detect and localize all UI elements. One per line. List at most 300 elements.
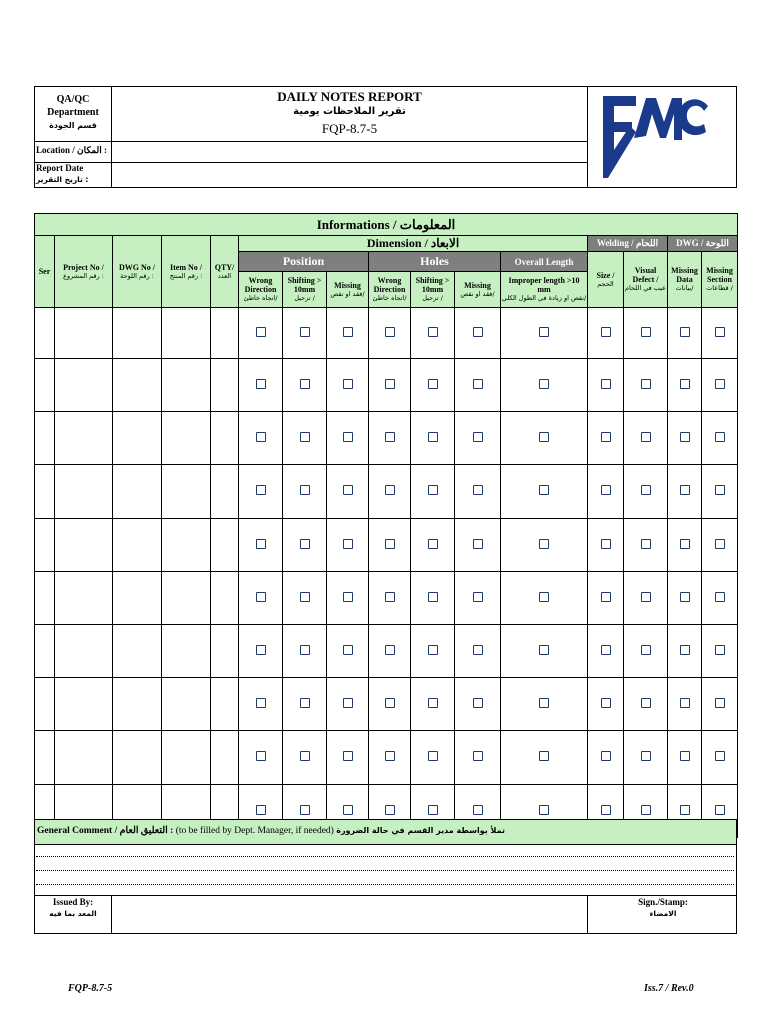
- cell-holes-wrong: [369, 624, 411, 677]
- cell-pos-wrong: [239, 624, 283, 677]
- cell-holes-shift: [411, 678, 455, 731]
- cell-dwg-no[interactable]: [113, 518, 162, 571]
- cell-improper-length: [501, 359, 588, 412]
- checkbox-missing-section[interactable]: [715, 751, 725, 761]
- cell-holes-missing: [455, 412, 501, 465]
- col-holes-shift: Shifting > 10mm ترحيل /: [411, 272, 455, 308]
- checkbox-improper-length[interactable]: [539, 379, 549, 389]
- checkbox-improper-length[interactable]: [539, 432, 549, 442]
- checkbox-improper-length[interactable]: [539, 327, 549, 337]
- inspection-table: [34, 213, 738, 838]
- checkbox-holes-missing[interactable]: [473, 539, 483, 549]
- checkbox-weld-size[interactable]: [601, 805, 611, 815]
- checkbox-pos-shift[interactable]: [300, 327, 310, 337]
- general-comment-label: General Comment / التعليق العام : (to be filled by Dept. Manager, if needed) تملأ بواسطة مدير القسم في حالة الضرورة: [37, 826, 505, 836]
- checkbox-weld-size[interactable]: [601, 698, 611, 708]
- col-weld-visual: Visual Defect / عيب في اللحام: [624, 252, 668, 308]
- cell-holes-missing: [455, 465, 501, 518]
- checkbox-missing-data[interactable]: [680, 645, 690, 655]
- department-label: QA/QC Department قسم الجودة: [47, 94, 99, 130]
- cell-holes-wrong: [369, 678, 411, 731]
- cell-missing-data: [668, 571, 702, 624]
- checkbox-weld-size[interactable]: [601, 539, 611, 549]
- table-row: [35, 308, 738, 359]
- comment-line-3: [36, 884, 734, 885]
- checkbox-pos-missing[interactable]: [343, 751, 353, 761]
- checkbox-weld-size[interactable]: [601, 592, 611, 602]
- checkbox-pos-wrong[interactable]: [256, 698, 266, 708]
- cell-holes-shift: [411, 731, 455, 784]
- cell-project-no[interactable]: [55, 731, 113, 784]
- cell-pos-shift: [283, 678, 327, 731]
- cell-pos-wrong: [239, 518, 283, 571]
- cell-missing-section: [702, 624, 738, 677]
- checkbox-weld-visual[interactable]: [641, 592, 651, 602]
- cell-weld-size: [588, 308, 624, 359]
- cell-item-no[interactable]: [162, 359, 211, 412]
- cell-item-no[interactable]: [162, 308, 211, 359]
- cell-ser[interactable]: [35, 624, 55, 677]
- cell-improper-length: [501, 678, 588, 731]
- cell-ser[interactable]: [35, 359, 55, 412]
- checkbox-missing-section[interactable]: [715, 379, 725, 389]
- cell-weld-visual: [624, 624, 668, 677]
- cell-missing-section: [702, 731, 738, 784]
- cell-pos-missing: [327, 412, 369, 465]
- cell-item-no[interactable]: [162, 678, 211, 731]
- checkbox-pos-wrong[interactable]: [256, 485, 266, 495]
- checkbox-holes-missing[interactable]: [473, 485, 483, 495]
- checkbox-missing-data[interactable]: [680, 751, 690, 761]
- table-row: [35, 678, 738, 731]
- cell-project-no[interactable]: [55, 678, 113, 731]
- checkbox-pos-shift[interactable]: [300, 751, 310, 761]
- cell-project-no[interactable]: [55, 465, 113, 518]
- cell-improper-length: [501, 465, 588, 518]
- checkbox-weld-visual[interactable]: [641, 432, 651, 442]
- cell-holes-missing: [455, 571, 501, 624]
- checkbox-missing-data[interactable]: [680, 592, 690, 602]
- cell-improper-length: [501, 571, 588, 624]
- holes-header: Holes: [369, 252, 501, 272]
- checkbox-weld-size[interactable]: [601, 327, 611, 337]
- checkbox-missing-section[interactable]: [715, 805, 725, 815]
- cell-holes-missing: [455, 624, 501, 677]
- cell-project-no[interactable]: [55, 412, 113, 465]
- table-row: [35, 518, 738, 571]
- cell-holes-shift: [411, 518, 455, 571]
- checkbox-weld-visual[interactable]: [641, 645, 651, 655]
- checkbox-missing-data[interactable]: [680, 485, 690, 495]
- checkbox-holes-wrong[interactable]: [385, 592, 395, 602]
- checkbox-missing-data[interactable]: [680, 327, 690, 337]
- cell-weld-visual: [624, 731, 668, 784]
- cell-item-no[interactable]: [162, 518, 211, 571]
- report-title-en: DAILY NOTES REPORT: [277, 89, 422, 104]
- cell-pos-shift: [283, 571, 327, 624]
- checkbox-holes-shift[interactable]: [428, 805, 438, 815]
- cell-qty[interactable]: [211, 624, 239, 677]
- checkbox-holes-shift[interactable]: [428, 485, 438, 495]
- cell-missing-data: [668, 518, 702, 571]
- cell-holes-missing: [455, 678, 501, 731]
- cell-missing-section: [702, 308, 738, 359]
- cell-ser[interactable]: [35, 308, 55, 359]
- cell-improper-length: [501, 412, 588, 465]
- cell-holes-shift: [411, 308, 455, 359]
- cell-weld-visual: [624, 359, 668, 412]
- cell-holes-missing: [455, 308, 501, 359]
- cell-weld-size: [588, 571, 624, 624]
- checkbox-missing-data[interactable]: [680, 698, 690, 708]
- checkbox-missing-section[interactable]: [715, 539, 725, 549]
- cell-weld-size: [588, 731, 624, 784]
- cell-holes-missing: [455, 359, 501, 412]
- cell-pos-shift: [283, 359, 327, 412]
- cell-missing-data: [668, 678, 702, 731]
- header-divider-right: [587, 86, 588, 188]
- checkbox-missing-data[interactable]: [680, 539, 690, 549]
- checkbox-improper-length[interactable]: [539, 539, 549, 549]
- location-label: Location / المكان :: [36, 145, 108, 155]
- checkbox-pos-missing[interactable]: [343, 592, 353, 602]
- cell-qty[interactable]: [211, 359, 239, 412]
- checkbox-pos-missing[interactable]: [343, 432, 353, 442]
- table-row: [35, 359, 738, 412]
- checkbox-pos-wrong[interactable]: [256, 432, 266, 442]
- cell-missing-section: [702, 571, 738, 624]
- checkbox-pos-missing[interactable]: [343, 327, 353, 337]
- cell-improper-length: [501, 731, 588, 784]
- checkbox-weld-visual[interactable]: [641, 485, 651, 495]
- checkbox-pos-missing[interactable]: [343, 379, 353, 389]
- cell-missing-data: [668, 624, 702, 677]
- cell-item-no[interactable]: [162, 731, 211, 784]
- cell-item-no[interactable]: [162, 571, 211, 624]
- checkbox-pos-shift[interactable]: [300, 539, 310, 549]
- checkbox-pos-shift[interactable]: [300, 432, 310, 442]
- cell-pos-wrong: [239, 571, 283, 624]
- welding-header: Welding / اللحام: [588, 236, 668, 252]
- table-row: [35, 412, 738, 465]
- cell-qty[interactable]: [211, 571, 239, 624]
- fmc-logo: [600, 92, 710, 180]
- checkbox-weld-size[interactable]: [601, 751, 611, 761]
- sign-stamp-label: Sign./Stamp: الامضاء: [638, 897, 688, 918]
- col-holes-wrong: Wrong Direction اتجاه خاطئ/: [369, 272, 411, 308]
- cell-holes-wrong: [369, 359, 411, 412]
- cell-qty[interactable]: [211, 308, 239, 359]
- checkbox-holes-missing[interactable]: [473, 805, 483, 815]
- checkbox-pos-shift[interactable]: [300, 645, 310, 655]
- checkbox-holes-missing[interactable]: [473, 327, 483, 337]
- checkbox-holes-wrong[interactable]: [385, 485, 395, 495]
- cell-missing-data: [668, 412, 702, 465]
- dwg-header: DWG / اللوحة: [668, 236, 738, 252]
- cell-project-no[interactable]: [55, 571, 113, 624]
- cell-qty[interactable]: [211, 412, 239, 465]
- cell-holes-wrong: [369, 518, 411, 571]
- cell-missing-section: [702, 465, 738, 518]
- checkbox-missing-section[interactable]: [715, 698, 725, 708]
- cell-dwg-no[interactable]: [113, 308, 162, 359]
- cell-holes-shift: [411, 359, 455, 412]
- cell-weld-size: [588, 624, 624, 677]
- checkbox-pos-wrong[interactable]: [256, 539, 266, 549]
- cell-pos-shift: [283, 624, 327, 677]
- checkbox-missing-section[interactable]: [715, 327, 725, 337]
- col-missing-section: Missing Section قطاعات /: [702, 252, 738, 308]
- cell-weld-visual: [624, 571, 668, 624]
- checkbox-weld-visual[interactable]: [641, 379, 651, 389]
- checkbox-pos-shift[interactable]: [300, 485, 310, 495]
- cell-pos-shift: [283, 412, 327, 465]
- checkbox-missing-section[interactable]: [715, 592, 725, 602]
- col-item-no: Item No / رقم المنتج :: [162, 236, 211, 308]
- checkbox-missing-data[interactable]: [680, 379, 690, 389]
- col-ser: Ser: [35, 236, 55, 308]
- signoff-divider-2: [587, 895, 588, 934]
- cell-weld-size: [588, 412, 624, 465]
- footer-form-code: FQP-8.7-5: [68, 983, 113, 994]
- checkbox-pos-wrong[interactable]: [256, 592, 266, 602]
- cell-holes-missing: [455, 518, 501, 571]
- checkbox-weld-size[interactable]: [601, 432, 611, 442]
- cell-missing-data: [668, 308, 702, 359]
- cell-qty[interactable]: [211, 518, 239, 571]
- checkbox-holes-missing[interactable]: [473, 432, 483, 442]
- col-pos-shift: Shifting > 10mm ترحيل /: [283, 272, 327, 308]
- overall-length-header: Overall Length: [501, 252, 588, 272]
- table-row: [35, 465, 738, 518]
- report-date-label: Report Date تاريخ التقرير :: [36, 163, 89, 184]
- checkbox-improper-length[interactable]: [539, 751, 549, 761]
- cell-dwg-no[interactable]: [113, 624, 162, 677]
- checkbox-pos-missing[interactable]: [343, 698, 353, 708]
- col-missing-data: Missing Data بيانات/: [668, 252, 702, 308]
- dimension-header: Dimension / الابعاد: [239, 236, 588, 252]
- report-title-ar: تقرير الملاحظات يومية: [293, 106, 406, 117]
- cell-ser[interactable]: [35, 412, 55, 465]
- checkbox-missing-section[interactable]: [715, 485, 725, 495]
- cell-improper-length: [501, 624, 588, 677]
- cell-holes-shift: [411, 465, 455, 518]
- cell-improper-length: [501, 518, 588, 571]
- cell-holes-shift: [411, 412, 455, 465]
- checkbox-holes-wrong[interactable]: [385, 751, 395, 761]
- col-weld-size: Size / الحجم: [588, 252, 624, 308]
- cell-item-no[interactable]: [162, 465, 211, 518]
- cell-ser[interactable]: [35, 465, 55, 518]
- col-improper-length: Improper length >10 mm نقص او زيادة في الطول الكلي/: [501, 272, 588, 308]
- checkbox-pos-shift[interactable]: [300, 379, 310, 389]
- cell-dwg-no[interactable]: [113, 571, 162, 624]
- cell-item-no[interactable]: [162, 412, 211, 465]
- checkbox-holes-missing[interactable]: [473, 645, 483, 655]
- cell-pos-wrong: [239, 359, 283, 412]
- checkbox-holes-shift[interactable]: [428, 592, 438, 602]
- checkbox-holes-shift[interactable]: [428, 379, 438, 389]
- cell-missing-section: [702, 678, 738, 731]
- table-row: [35, 731, 738, 784]
- informations-header: Informations / المعلومات: [35, 214, 738, 236]
- table-row: [35, 571, 738, 624]
- checkbox-weld-size[interactable]: [601, 485, 611, 495]
- checkbox-improper-length[interactable]: [539, 645, 549, 655]
- cell-pos-wrong: [239, 678, 283, 731]
- cell-missing-data: [668, 465, 702, 518]
- checkbox-weld-visual[interactable]: [641, 751, 651, 761]
- col-pos-wrong: Wrong Direction اتجاه خاطئ/: [239, 272, 283, 308]
- col-pos-missing: Missing فقد او نقص/: [327, 272, 369, 308]
- cell-weld-visual: [624, 465, 668, 518]
- cell-qty[interactable]: [211, 678, 239, 731]
- checkbox-weld-size[interactable]: [601, 645, 611, 655]
- checkbox-holes-wrong[interactable]: [385, 698, 395, 708]
- cell-dwg-no[interactable]: [113, 731, 162, 784]
- cell-pos-shift: [283, 518, 327, 571]
- cell-pos-missing: [327, 678, 369, 731]
- cell-pos-missing: [327, 308, 369, 359]
- checkbox-pos-wrong[interactable]: [256, 379, 266, 389]
- checkbox-holes-shift[interactable]: [428, 432, 438, 442]
- issued-by-field[interactable]: [112, 896, 587, 933]
- issued-by-label: Issued By: المعد بما فيه: [49, 897, 97, 918]
- cell-weld-visual: [624, 518, 668, 571]
- cell-pos-missing: [327, 731, 369, 784]
- cell-pos-wrong: [239, 731, 283, 784]
- cell-project-no[interactable]: [55, 359, 113, 412]
- cell-weld-size: [588, 465, 624, 518]
- form-code: FQP-8.7-5: [321, 121, 378, 136]
- checkbox-holes-shift[interactable]: [428, 327, 438, 337]
- cell-pos-missing: [327, 518, 369, 571]
- checkbox-holes-wrong[interactable]: [385, 539, 395, 549]
- cell-weld-visual: [624, 678, 668, 731]
- checkbox-weld-visual[interactable]: [641, 805, 651, 815]
- cell-pos-missing: [327, 465, 369, 518]
- checkbox-pos-shift[interactable]: [300, 698, 310, 708]
- checkbox-improper-length[interactable]: [539, 592, 549, 602]
- checkbox-pos-shift[interactable]: [300, 805, 310, 815]
- checkbox-pos-missing[interactable]: [343, 485, 353, 495]
- cell-item-no[interactable]: [162, 624, 211, 677]
- checkbox-improper-length[interactable]: [539, 485, 549, 495]
- cell-pos-wrong: [239, 465, 283, 518]
- cell-project-no[interactable]: [55, 624, 113, 677]
- checkbox-pos-wrong[interactable]: [256, 805, 266, 815]
- checkbox-weld-visual[interactable]: [641, 327, 651, 337]
- cell-holes-missing: [455, 731, 501, 784]
- cell-pos-wrong: [239, 308, 283, 359]
- checkbox-holes-wrong[interactable]: [385, 805, 395, 815]
- cell-qty[interactable]: [211, 731, 239, 784]
- checkbox-pos-shift[interactable]: [300, 592, 310, 602]
- checkbox-weld-size[interactable]: [601, 379, 611, 389]
- cell-pos-missing: [327, 571, 369, 624]
- cell-weld-visual: [624, 412, 668, 465]
- checkbox-holes-missing[interactable]: [473, 751, 483, 761]
- checkbox-missing-section[interactable]: [715, 432, 725, 442]
- checkbox-weld-visual[interactable]: [641, 698, 651, 708]
- cell-pos-shift: [283, 465, 327, 518]
- checkbox-pos-wrong[interactable]: [256, 327, 266, 337]
- cell-missing-section: [702, 412, 738, 465]
- col-dwg-no: DWG No / رقم اللوحة :: [113, 236, 162, 308]
- comment-line-1: [36, 856, 734, 857]
- cell-missing-section: [702, 359, 738, 412]
- col-holes-missing: Missing فقد او نقص/: [455, 272, 501, 308]
- checkbox-missing-section[interactable]: [715, 645, 725, 655]
- cell-pos-missing: [327, 624, 369, 677]
- cell-holes-wrong: [369, 412, 411, 465]
- checkbox-holes-wrong[interactable]: [385, 327, 395, 337]
- cell-project-no[interactable]: [55, 518, 113, 571]
- checkbox-missing-data[interactable]: [680, 805, 690, 815]
- location-field[interactable]: [112, 142, 587, 162]
- checkbox-pos-missing[interactable]: [343, 645, 353, 655]
- checkbox-holes-shift[interactable]: [428, 645, 438, 655]
- cell-pos-wrong: [239, 412, 283, 465]
- cell-ser[interactable]: [35, 678, 55, 731]
- table-row: [35, 624, 738, 677]
- cell-improper-length: [501, 308, 588, 359]
- checkbox-holes-wrong[interactable]: [385, 645, 395, 655]
- cell-ser[interactable]: [35, 731, 55, 784]
- cell-qty[interactable]: [211, 465, 239, 518]
- checkbox-holes-missing[interactable]: [473, 698, 483, 708]
- checkbox-holes-missing[interactable]: [473, 592, 483, 602]
- cell-ser[interactable]: [35, 571, 55, 624]
- cell-holes-wrong: [369, 465, 411, 518]
- checkbox-missing-data[interactable]: [680, 432, 690, 442]
- cell-missing-data: [668, 359, 702, 412]
- checkbox-pos-missing[interactable]: [343, 539, 353, 549]
- checkbox-improper-length[interactable]: [539, 805, 549, 815]
- cell-ser[interactable]: [35, 518, 55, 571]
- cell-weld-visual: [624, 308, 668, 359]
- cell-weld-size: [588, 518, 624, 571]
- comment-line-2: [36, 870, 734, 871]
- position-header: Position: [239, 252, 369, 272]
- col-qty: QTY/ العدد: [211, 236, 239, 308]
- col-project-no: Project No / رقم المشروع :: [55, 236, 113, 308]
- checkbox-weld-visual[interactable]: [641, 539, 651, 549]
- checkbox-holes-shift[interactable]: [428, 698, 438, 708]
- cell-dwg-no[interactable]: [113, 465, 162, 518]
- checkbox-holes-shift[interactable]: [428, 539, 438, 549]
- checkbox-pos-missing[interactable]: [343, 805, 353, 815]
- checkbox-pos-wrong[interactable]: [256, 751, 266, 761]
- checkbox-holes-wrong[interactable]: [385, 432, 395, 442]
- checkbox-holes-shift[interactable]: [428, 751, 438, 761]
- checkbox-pos-wrong[interactable]: [256, 645, 266, 655]
- cell-holes-wrong: [369, 731, 411, 784]
- cell-pos-shift: [283, 731, 327, 784]
- cell-weld-size: [588, 359, 624, 412]
- cell-dwg-no[interactable]: [113, 359, 162, 412]
- cell-dwg-no[interactable]: [113, 678, 162, 731]
- checkbox-holes-missing[interactable]: [473, 379, 483, 389]
- footer-issue-rev: Iss.7 / Rev.0: [644, 983, 694, 994]
- report-date-field[interactable]: [112, 163, 587, 187]
- cell-dwg-no[interactable]: [113, 412, 162, 465]
- checkbox-improper-length[interactable]: [539, 698, 549, 708]
- cell-weld-size: [588, 678, 624, 731]
- cell-holes-shift: [411, 571, 455, 624]
- cell-project-no[interactable]: [55, 308, 113, 359]
- checkbox-holes-wrong[interactable]: [385, 379, 395, 389]
